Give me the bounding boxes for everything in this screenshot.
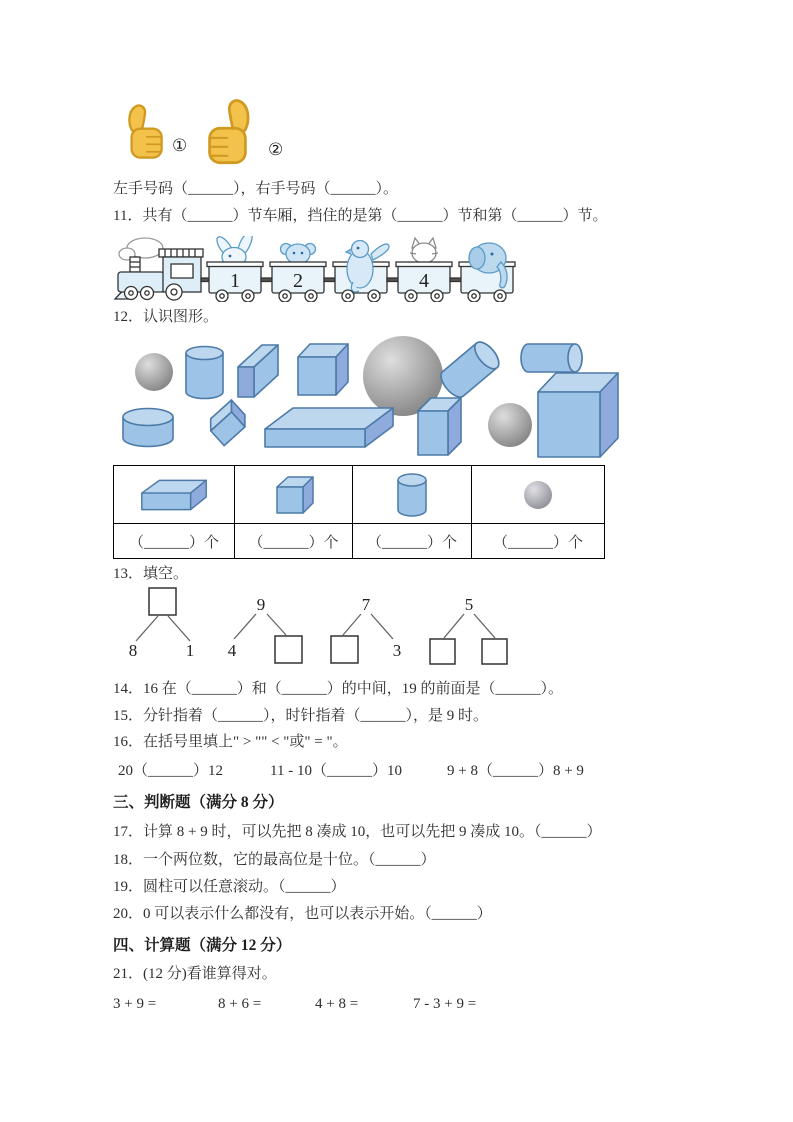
calc-item-2: 8 + 6 = <box>218 996 262 1012</box>
car-number-4: 4 <box>419 270 429 292</box>
table-cuboid-cell <box>114 466 235 524</box>
question-11: 11．共有（______）节车厢，挡住的是第（______）节和第（______）节。 <box>113 208 608 224</box>
cube-icon <box>271 473 317 517</box>
thumbs-up-2-icon <box>202 94 264 168</box>
bond1-right-num: 1 <box>185 641 195 660</box>
calc-item-4: 7 - 3 + 9 = <box>413 996 477 1012</box>
cuboid-thin-tilted <box>238 345 278 397</box>
count-blank-cube: （______）个 <box>235 524 353 559</box>
circled-1-label: ① <box>172 136 188 155</box>
question-13: 13．填空。 <box>113 566 189 582</box>
cuboid-long-flat <box>265 408 393 447</box>
train-image <box>113 236 523 302</box>
bond2-left-num: 4 <box>227 641 237 660</box>
number-bonds-image <box>110 583 520 675</box>
train-cars <box>207 236 515 302</box>
bond1-top-box <box>149 588 176 615</box>
section-4-heading: 四、计算题（满分 12 分） <box>113 937 292 954</box>
cube-medium <box>298 344 348 395</box>
table-sphere-cell <box>472 466 605 524</box>
count-blank-cuboid: （______）个 <box>114 524 235 559</box>
question-14: 14．16 在（______）和（______）的中间，19 的前面是（______）。 <box>113 681 564 697</box>
question-15: 15．分针指着（______），时针指着（______），是 9 时。 <box>113 708 489 724</box>
section-3-heading: 三、判断题（满分 8 分） <box>113 794 284 811</box>
question-18: 18．一个两位数，它的最高位是十位。（______） <box>113 852 436 868</box>
count-blank-cylinder: （______）个 <box>353 524 472 559</box>
sphere-small-1 <box>135 353 173 391</box>
cylinder-horizontal <box>521 344 582 372</box>
locomotive <box>115 238 209 300</box>
cylinder-upright <box>186 347 223 399</box>
thumbs-up-1-icon <box>116 99 168 163</box>
shape-set-image <box>110 331 620 461</box>
bond3-top-num: 7 <box>361 595 371 614</box>
cube-diamond <box>205 400 251 446</box>
compare-item-1: 20（______）12 <box>118 763 224 779</box>
cat-icon <box>410 238 438 263</box>
koala-icon <box>281 244 316 265</box>
bond3-left-box <box>331 636 358 663</box>
bond1-left-num: 8 <box>128 641 138 660</box>
bond4-top-num: 5 <box>464 595 474 614</box>
calc-item-1: 3 + 9 = <box>113 996 157 1012</box>
sphere-icon <box>521 478 555 512</box>
cube-large <box>538 373 618 457</box>
cylinder-tilted <box>437 338 504 401</box>
shape-count-table <box>113 465 605 559</box>
question-17: 17．计算 8 + 9 时，可以先把 8 凑成 10，也可以先把 9 凑成 10。（______） <box>113 824 602 840</box>
bond4-right-box <box>482 639 507 664</box>
cylinder-icon <box>392 471 432 519</box>
car-number-2: 2 <box>293 270 303 292</box>
question-19: 19．圆柱可以任意滚动。（______） <box>113 879 346 895</box>
table-cube-cell <box>235 466 353 524</box>
circled-2-label: ② <box>268 140 284 159</box>
bond4-left-box <box>430 639 455 664</box>
compare-item-3: 9 + 8（______）8 + 9 <box>447 763 584 779</box>
calc-item-3: 4 + 8 = <box>315 996 359 1012</box>
question-21: 21．(12 分)看谁算得对。 <box>113 966 277 982</box>
question-12: 12．认识图形。 <box>113 309 219 325</box>
question-16: 16．在括号里填上" > "" < "或" = "。 <box>113 734 348 750</box>
car-number-1: 1 <box>230 270 240 292</box>
table-cylinder-cell <box>353 466 472 524</box>
bond3-right-num: 3 <box>392 641 402 660</box>
cuboid-tall <box>418 398 461 455</box>
cuboid-icon <box>134 474 214 516</box>
count-blank-sphere: （______）个 <box>472 524 605 559</box>
question-20: 20．0 可以表示什么都没有，也可以表示开始。（______） <box>113 906 492 922</box>
compare-item-2: 11 - 10（______）10 <box>270 763 402 779</box>
bond2-right-box <box>275 636 302 663</box>
sphere-small-2 <box>488 403 532 447</box>
hands-number-line: 左手号码（______），右手号码（______）。 <box>113 181 399 197</box>
bond2-top-num: 9 <box>256 595 266 614</box>
cylinder-disk <box>123 409 173 447</box>
